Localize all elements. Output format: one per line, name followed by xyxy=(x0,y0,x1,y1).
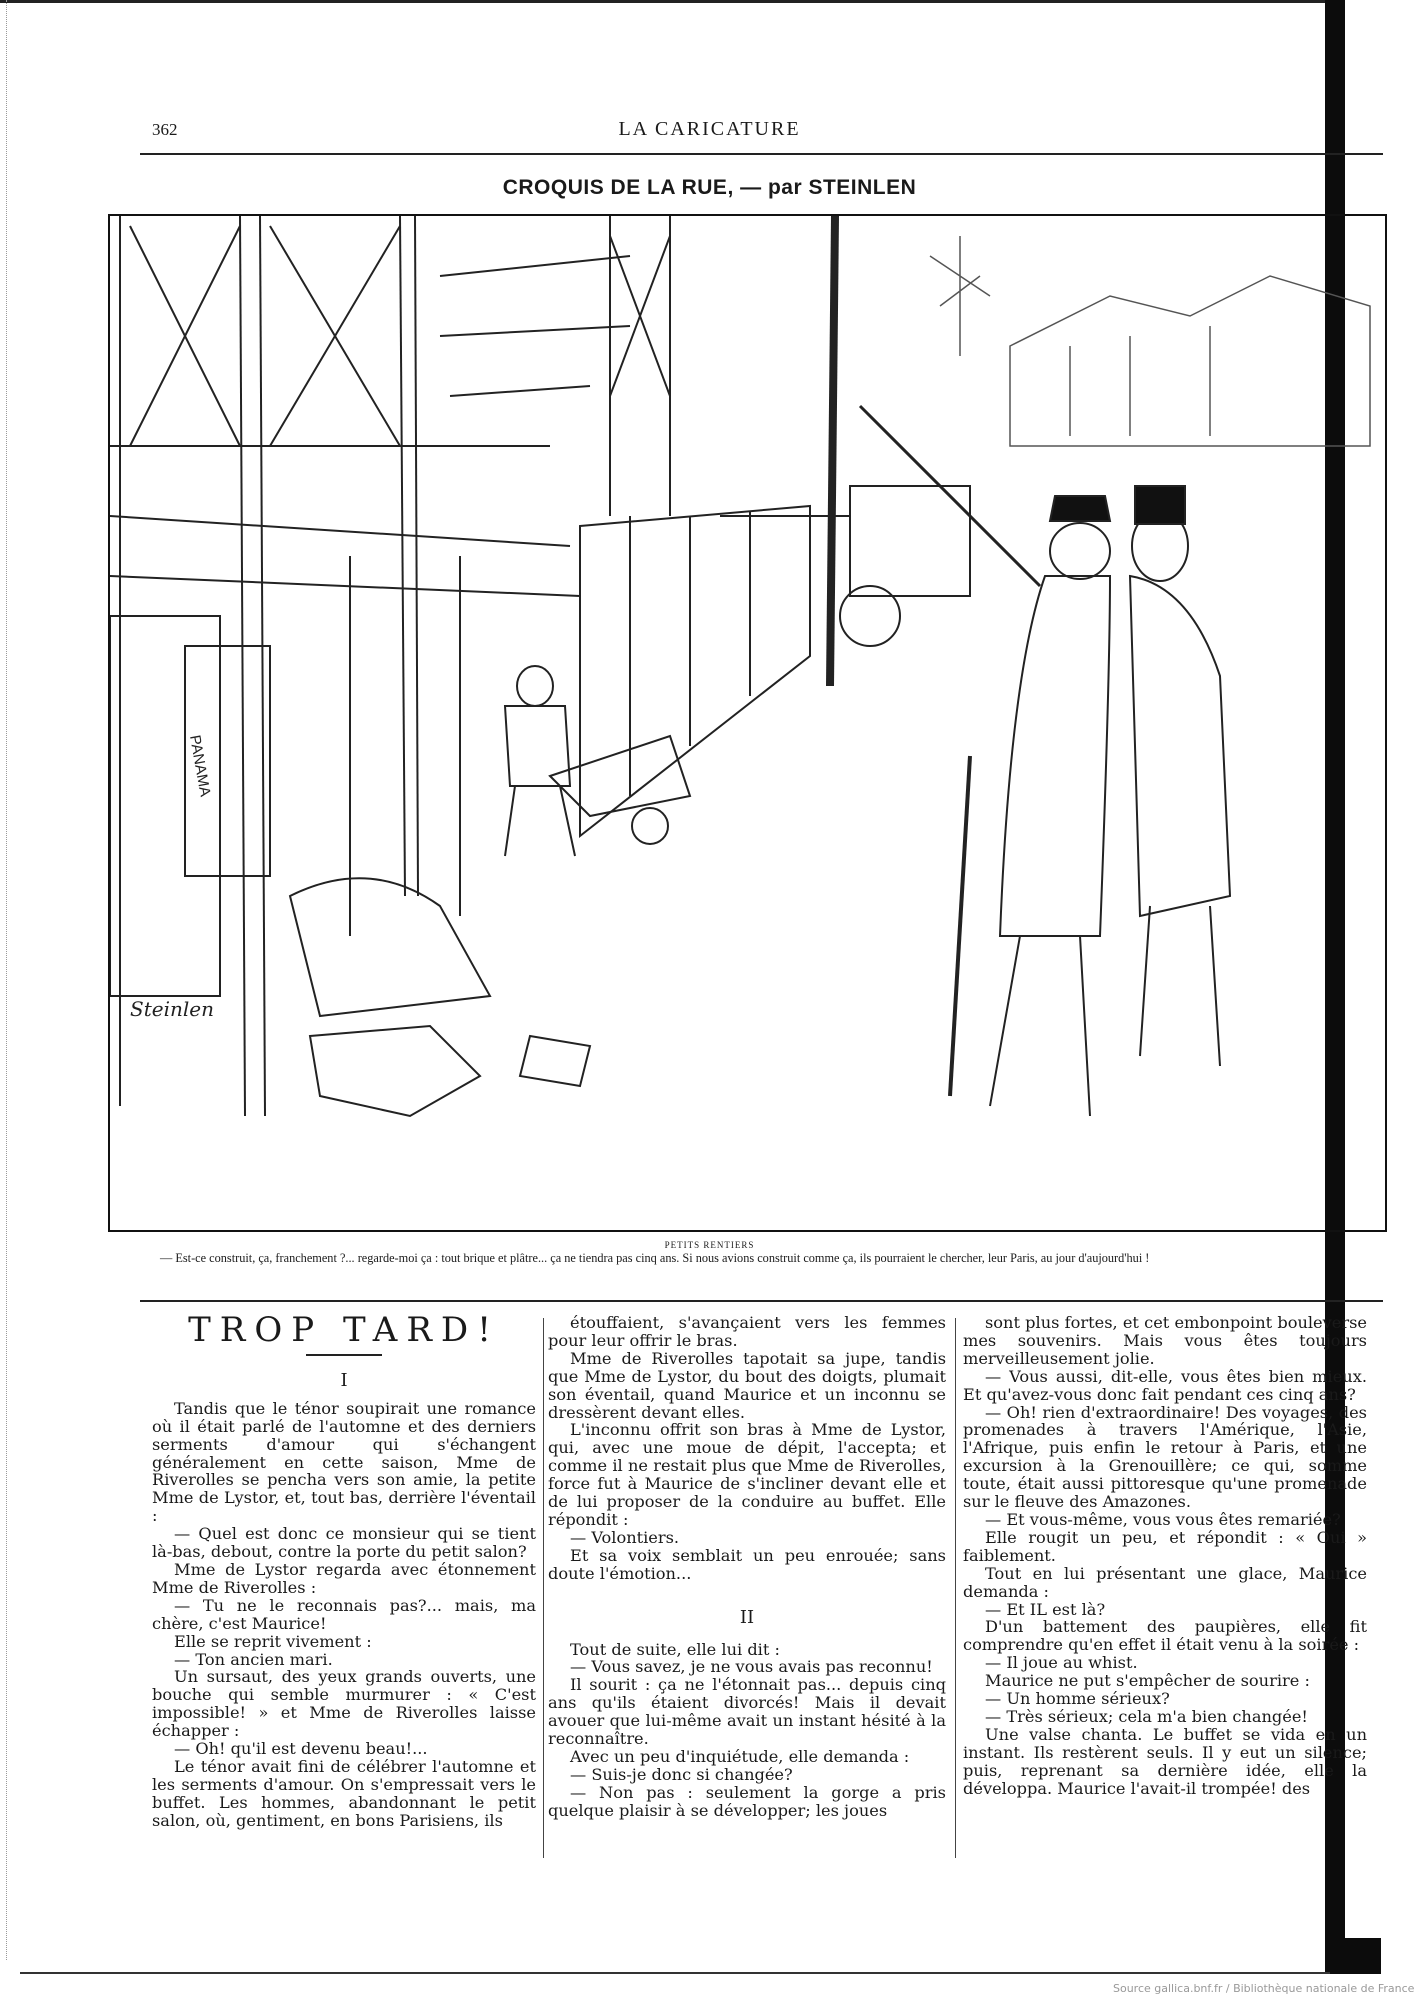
paragraph: D'un battement des paupières, elle fit comprendre qu'en effet il était venu à la soirée : xyxy=(963,1617,1367,1655)
paragraph: Tandis que le ténor soupirait une romance où il était parlé de l'automne et des derniers serments d'amour qui s'échangent généralement en cette saison, Mme de Riverolles se pencha vers son amie, la petite Mme de Lystor, et, tout bas, derrière l'éventail : xyxy=(152,1398,536,1526)
header-rule xyxy=(140,153,1383,155)
paragraph: — Tu ne le reconnais pas?... mais, ma chère, c'est Maurice! xyxy=(152,1595,536,1633)
paragraph: — Un homme sérieux? xyxy=(985,1689,1170,1709)
title-rule xyxy=(306,1354,382,1356)
paragraph: Mme de Riverolles tapotait sa jupe, tandis que Mme de Lystor, du bout des doigts, plumait son éventail, quand Maurice et un inconnu se dressèrent devant elles. xyxy=(548,1348,946,1422)
columns-rule xyxy=(140,1300,1383,1302)
man-in-top-hat xyxy=(1130,486,1230,1066)
column-separator xyxy=(955,1318,956,1858)
paragraph: Elle rougit un peu, et répondit : « Oui » faiblement. xyxy=(963,1527,1367,1565)
paragraph: Avec un peu d'inquiétude, elle demanda : xyxy=(570,1746,910,1766)
lamp-post xyxy=(830,216,835,686)
paragraph: — Il joue au whist. xyxy=(985,1653,1138,1673)
paragraph: Et sa voix semblait un peu enrouée; sans doute l'émotion... xyxy=(548,1545,946,1583)
paragraph: — Ton ancien mari. xyxy=(174,1649,333,1669)
background-buildings xyxy=(930,236,1370,446)
paragraph: Tout de suite, elle lui dit : xyxy=(570,1639,780,1659)
story-title: TROP TARD! xyxy=(188,1310,500,1350)
column-3 xyxy=(963,1314,1367,1797)
panama-sign: PANAMA xyxy=(186,733,214,798)
scan-top-edge xyxy=(0,0,1330,3)
artist-signature: Steinlen xyxy=(130,997,214,1021)
paragraph: Maurice ne put s'empêcher de sourire : xyxy=(985,1671,1310,1691)
paragraph: Un sursaut, des yeux grands ouverts, une bouche qui semble murmurer : « C'est impossible! » et Mme de Riverolles laisse échapper : xyxy=(152,1667,536,1741)
paragraph: Une valse chanta. Le buffet se vida en un instant. Ils restèrent seuls. Il y eut un silence; puis, reprenant sa dernière idée, elle la développa. Maurice l'avait-il trompée! des xyxy=(963,1724,1367,1798)
source-credit: Source gallica.bnf.fr / Bibliothèque nationale de France xyxy=(1113,1982,1415,1995)
paragraph: — Quel est donc ce monsieur qui se tient là-bas, debout, contre la porte du petit salon? xyxy=(152,1524,536,1562)
paragraph: — Oh! qu'il est devenu beau!... xyxy=(174,1739,428,1759)
paragraph: — Et vous-même, vous vous êtes remariée? xyxy=(985,1509,1341,1529)
page-number: 362 xyxy=(152,120,178,139)
paragraph: sont plus fortes, et cet embonpoint bouleverse mes souvenirs. Mais vous êtes toujours merveilleusement jolie. xyxy=(963,1313,1367,1368)
section-heading: II xyxy=(739,1606,755,1628)
paragraph: — Très sérieux; cela m'a bien changée! xyxy=(985,1706,1308,1726)
paragraph: — Vous savez, je ne vous avais pas reconnu! xyxy=(570,1657,933,1677)
illustration xyxy=(108,214,1387,1232)
paragraph: Tout en lui présentant une glace, Maurice demanda : xyxy=(963,1563,1367,1601)
caption-text: — Est-ce construit, ça, franchement ?... regarde-moi ça : tout brique et plâtre... ça ne tiendra pas cinq ans. Si nous avions construit comme ça, ils pourraient le chercher, leur Paris, au jour d'aujourd'hui ! xyxy=(160,1251,1150,1265)
running-title: LA CARICATURE xyxy=(618,118,801,140)
scan-bottom-edge xyxy=(20,1972,1330,1974)
scan-left-edge xyxy=(6,0,8,1960)
fat-man-with-cane xyxy=(860,406,1110,1116)
column-separator xyxy=(543,1318,544,1858)
paragraph: — Volontiers. xyxy=(570,1527,680,1547)
paragraph: — Et IL est là? xyxy=(985,1599,1106,1619)
scan-bottom-corner xyxy=(1325,1938,1381,1974)
paragraph: — Non pas : seulement la gorge a pris quelque plaisir à se développer; les joues xyxy=(548,1782,946,1820)
paragraph: — Oh! rien d'extraordinaire! Des voyages, des promenades à travers l'Amérique, l'Asie, l'Afrique, puis enfin le retour à Paris, et une excursion à la Grenouillère; ce qui, somme toute, était aussi pittoresque qu'une promenade sur le fleuve des Amazones. xyxy=(963,1402,1367,1512)
section-heading: I xyxy=(340,1369,348,1391)
paragraph: Il sourit : ça ne l'étonnait pas... depuis cinq ans qu'ils étaient divorcés! Mais il devait avouer que lui-même avait un instant hésité à la reconnaître. xyxy=(548,1675,946,1749)
paragraph: — Vous aussi, dit-elle, vous êtes bien mieux. Et qu'avez-vous donc fait pendant ces cinq ans? xyxy=(963,1366,1367,1404)
column-2 xyxy=(548,1314,946,1820)
scaffolding xyxy=(110,216,670,1116)
paragraph: Elle se reprit vivement : xyxy=(174,1631,372,1651)
paragraph: — Suis-je donc si changée? xyxy=(570,1764,793,1784)
paragraph: Mme de Lystor regarda avec étonnement Mme de Riverolles : xyxy=(152,1559,536,1597)
caption-title: PETITS RENTIERS xyxy=(664,1240,755,1250)
paragraph: L'inconnu offrit son bras à Mme de Lystor, qui, avec une moue de dépit, l'accepta; et comme il ne restait plus que Mme de Riverolles, force fut à Maurice de s'incliner devant elle et de lui proposer de la conduire au buffet. Elle répondit : xyxy=(548,1420,946,1529)
illustration-title: CROQUIS DE LA RUE, — par STEINLEN xyxy=(502,176,917,199)
street-sketch-drawing xyxy=(110,216,1385,1230)
paragraph: Le ténor avait fini de célébrer l'automne et les serments d'amour. On s'empressait vers le buffet. Les hommes, abandonnant le petit salon, où, gentiment, en bons Parisiens, ils xyxy=(152,1756,536,1830)
column-1 xyxy=(152,1310,536,1830)
paragraph: étouffaient, s'avançaient vers les femmes pour leur offrir le bras. xyxy=(548,1313,946,1350)
